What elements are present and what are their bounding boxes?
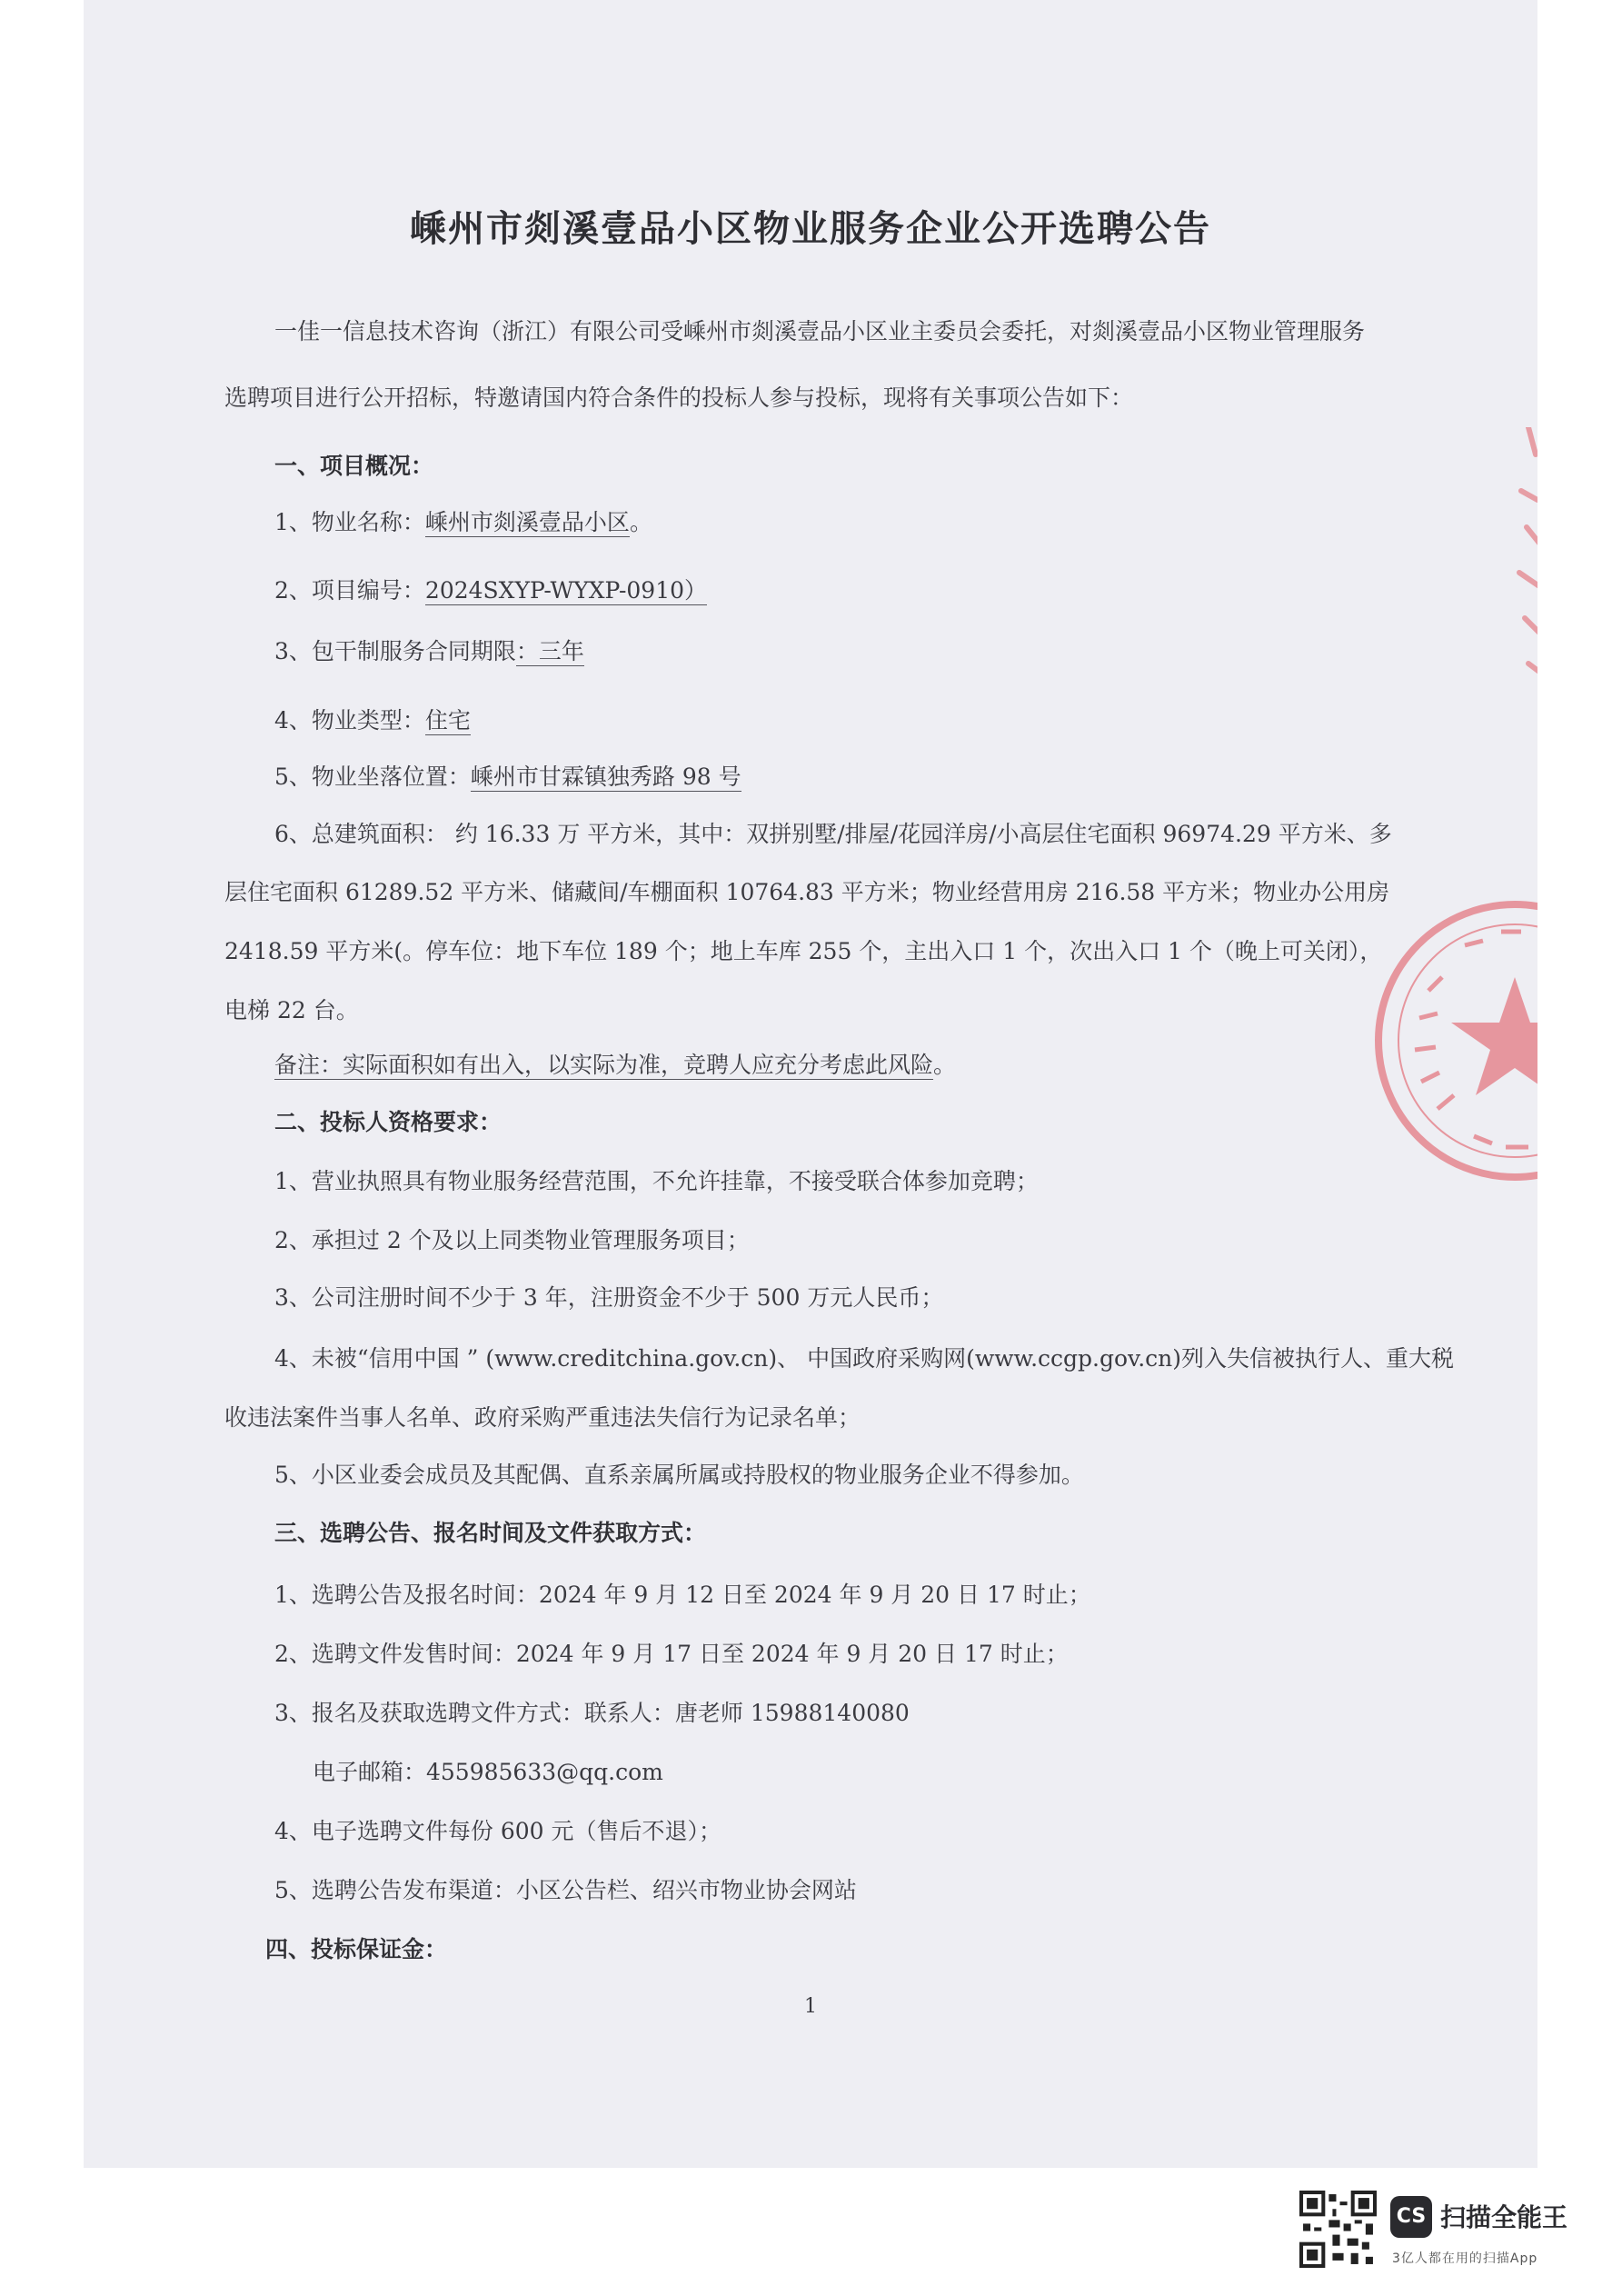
camscanner-logo: CS	[1390, 2196, 1432, 2238]
property-name-value: 嵊州市剡溪壹品小区	[424, 509, 630, 535]
contact-email: 电子邮箱：455985633@qq.com	[313, 1759, 663, 1785]
project-number-row	[274, 573, 707, 605]
seal-edge-marks	[1501, 427, 1537, 682]
building-area-line-2: 层住宅面积 61289.52 平方米、储藏间/车棚面积 10764.83 平方米；物业经营用房 216.58 平方米；物业办公用房	[224, 879, 1390, 905]
area-note-row	[274, 1047, 956, 1080]
area-note: 备注：实际面积如有出入，以实际为准，竞聘人应充分考虑此风险	[274, 1052, 934, 1078]
section1-heading: 一、项目概况：	[274, 453, 434, 479]
schedule-item-1: 1、选聘公告及报名时间：2024 年 9 月 12 日至 2024 年 9 月 20 日 17 时止；	[274, 1582, 1091, 1608]
qualification-item-5: 5、小区业委会成员及其配偶、直系亲属所属或持股权的物业服务企业不得参加。	[274, 1462, 1084, 1488]
property-type-row	[274, 703, 471, 735]
page-number: 1	[804, 1995, 817, 2018]
project-number-label: 2、项目编号：	[274, 577, 425, 604]
scanner-watermark	[1299, 2191, 1599, 2281]
property-location-label: 5、物业坐落位置：	[274, 764, 471, 790]
intro-line-2: 选聘项目进行公开招标，特邀请国内符合条件的投标人参与投标，现将有关事项公告如下：	[224, 384, 1134, 411]
property-name-end: 。	[629, 509, 652, 535]
schedule-item-5: 5、选聘公告发布渠道：小区公告栏、绍兴市物业协会网站	[274, 1877, 857, 1903]
qr-code-icon	[1299, 2191, 1377, 2268]
scanned-page	[84, 0, 1537, 2168]
company-seal-icon	[1365, 891, 1537, 1191]
property-type-label: 4、物业类型：	[274, 707, 425, 734]
schedule-item-3: 3、报名及获取选聘文件方式：联系人：唐老师 15988140080	[274, 1700, 910, 1726]
property-location-value: 嵊州市甘霖镇独秀路 98 号	[470, 764, 741, 790]
contract-term-row	[274, 634, 584, 666]
area-note-end: 。	[933, 1052, 957, 1078]
building-area-line-1: 6、总建筑面积： 约 16.33 万 平方米，其中：双拼别墅/排屋/花园洋房/小高层住宅面积 96974.29 平方米、多	[274, 821, 1392, 847]
qualification-item-4-line-1: 4、未被“信用中国 ” (www.creditchina.gov.cn)、 中国政府采购网(www.ccgp.gov.cn)列入失信被执行人、重大税	[274, 1345, 1455, 1372]
section2-heading: 二、投标人资格要求：	[274, 1109, 503, 1135]
app-tagline: 3亿人都在用的扫描App	[1392, 2251, 1538, 2266]
project-number-value: 2024SXYP-WYXP-0910）	[424, 577, 708, 604]
property-type-value: 住宅	[424, 707, 471, 734]
building-area-line-3: 2418.59 平方米(。停车位：地下车位 189 个；地上车库 255 个，主出入口 1 个，次出入口 1 个（晚上可关闭），	[224, 938, 1383, 964]
property-location-row	[274, 759, 741, 792]
qualification-item-1: 1、营业执照具有物业服务经营范围，不允许挂靠，不接受联合体参加竞聘；	[274, 1168, 1039, 1194]
property-name-label: 1、物业名称：	[274, 509, 425, 535]
schedule-item-4: 4、电子选聘文件每份 600 元（售后不退）；	[274, 1818, 722, 1844]
intro-line-1: 一佳一信息技术咨询（浙江）有限公司受嵊州市剡溪壹品小区业主委员会委托，对剡溪壹品小区物业管理服务	[274, 318, 1366, 344]
qualification-item-4-line-2: 收违法案件当事人名单、政府采购严重违法失信行为记录名单；	[224, 1404, 861, 1431]
contract-term-label: 3、包干制服务合同期限	[274, 638, 516, 664]
qualification-item-3: 3、公司注册时间不少于 3 年，注册资金不少于 500 万元人民币；	[274, 1284, 944, 1311]
app-name: 扫描全能王	[1440, 2202, 1568, 2232]
page-title: 嵊州市剡溪壹品小区物业服务企业公开选聘公告	[410, 208, 1211, 250]
contract-term-value: ：三年	[515, 638, 584, 664]
schedule-item-2: 2、选聘文件发售时间：2024 年 9 月 17 日至 2024 年 9 月 20 日 17 时止；	[274, 1641, 1069, 1667]
property-name-row	[274, 504, 652, 537]
qualification-item-2: 2、承担过 2 个及以上同类物业管理服务项目；	[274, 1227, 750, 1253]
building-area-line-4: 电梯 22 台。	[224, 997, 359, 1023]
section3-heading: 三、选聘公告、报名时间及文件获取方式：	[274, 1520, 707, 1546]
section4-heading: 四、投标保证金：	[265, 1936, 448, 1962]
